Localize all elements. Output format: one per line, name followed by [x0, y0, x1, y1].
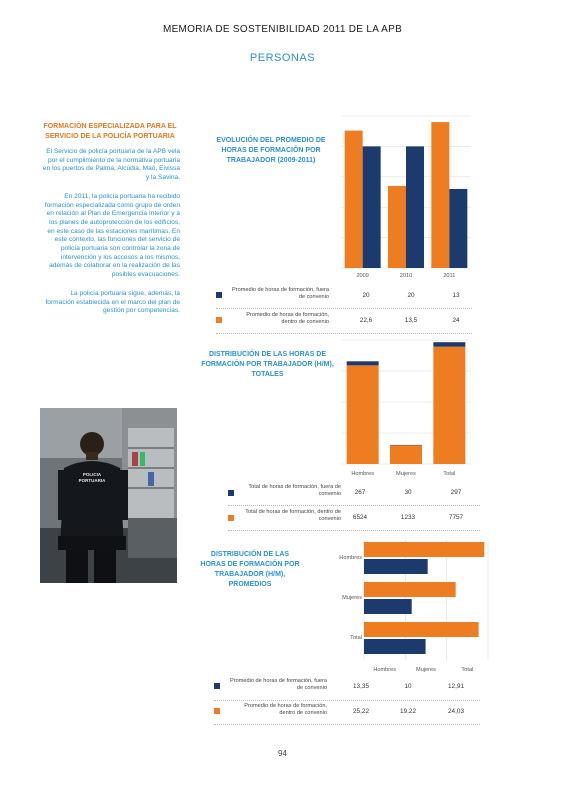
chart1-series2-label: Promedio de horas de formación, dentro de convenio [246, 312, 329, 325]
svg-text:POLICIA: POLICIA [82, 472, 102, 477]
chart2-bar [347, 365, 379, 464]
chart1-category-label: 2009 [356, 273, 369, 279]
chart2-title: DISTRIBUCIÓN DE LAS HORAS DE FORMACIÓN POR TRABAJADOR (H/M), TOTALES [201, 351, 334, 378]
police-officer-photo [40, 408, 177, 583]
chart3-value: 12,91 [448, 683, 464, 690]
chart1-bar [363, 146, 381, 268]
chart3-category-label: Total [350, 635, 362, 641]
legend-swatch-orange [228, 515, 234, 521]
chart2-category-label: Mujeres [396, 471, 416, 477]
chart2-value: 267 [354, 489, 366, 496]
chart1-category-label: 2011 [443, 273, 456, 279]
chart2-data-table [228, 481, 480, 531]
chart3-bar [364, 639, 426, 654]
chart1-value: 20 [362, 292, 370, 299]
left-heading: FORMACIÓN ESPECIALIZADA PARA EL SERVICIO DE LA POLICÍA PORTUARIA [43, 123, 177, 140]
chart3-value: 25,22 [353, 708, 369, 715]
chart2-row-fuera [228, 481, 480, 506]
chart2-series1-label: Total de horas de formación, fuera de convenio [248, 484, 341, 497]
chart3-value: 13,35 [353, 683, 369, 690]
chart1-value: 24 [452, 317, 460, 324]
chart1-title: EVOLUCIÓN DEL PROMEDIO DE HORAS DE FORMACIÓN POR TRABAJADOR (2009-2011) [216, 137, 326, 164]
chart2-value: 297 [450, 489, 462, 496]
chart1-bar [388, 186, 406, 268]
chart2-bar [433, 342, 465, 346]
paragraph-3: La policía portuaria sigue, además, la formación establecida en el marco del plan de gestión por competencias. [45, 289, 180, 315]
chart2-bar [433, 347, 465, 464]
chart2-row-dentro [228, 506, 480, 531]
chart3-column-label: Mujeres [416, 667, 436, 673]
page-number: 94 [278, 749, 287, 758]
chart2-value: 6524 [352, 514, 368, 521]
chart1-value: 20 [407, 292, 415, 299]
paragraph-2: En 2011, la policía portuaria ha recibido formación especializada como grupo de orden en relación al Plan de Emergencia Interior y a los planes de autoprotección de los edificios, en este caso de las estaciones marítimas. En este contexto, las funciones del servicio de policía portuaria son controlar la zona de intervención y los accesos a los mismos, además de colaborar en la realización de las posibles evacuaciones. [44, 192, 180, 279]
chart1-plot [335, 112, 475, 284]
document-title: MEMORIA DE SOSTENIBILIDAD 2011 DE LA APB [162, 24, 403, 35]
chart1-category-label: 2010 [399, 273, 413, 279]
chart1-bar [431, 122, 449, 268]
chart2-value: 30 [404, 489, 412, 496]
chart3-series1-label: Promedio de horas de formación, fuera de convenio [229, 678, 327, 691]
chart1-bar [345, 131, 363, 268]
chart3-category-label: Mujeres [342, 595, 362, 601]
legend-swatch-navy [214, 683, 220, 689]
chart3-data-table [214, 676, 480, 726]
chart1-series1-label: Promedio de horas de formación, fuera de convenio [231, 287, 329, 300]
legend-swatch-orange [216, 317, 222, 323]
chart3-value: 19,22 [400, 708, 416, 715]
chart2-bar [347, 361, 379, 365]
chart3-bar [364, 622, 479, 637]
chart3-bar [364, 559, 428, 574]
chart3-plot [320, 536, 490, 676]
chart2-value: 1233 [400, 514, 416, 521]
chart1-value: 13,5 [404, 317, 418, 324]
chart3-bar [364, 582, 456, 597]
chart2-series2-label: Total de horas de formación, dentro de convenio [245, 509, 341, 522]
chart3-value: 24,03 [448, 708, 464, 715]
chart3-bar [364, 542, 484, 557]
chart3-column-label: Hombres [373, 667, 397, 673]
legend-swatch-navy [216, 292, 222, 298]
chart1-bar [406, 146, 424, 268]
left-column [40, 122, 180, 316]
chart1-value: 22,6 [359, 317, 373, 324]
svg-text:PORTUARIA: PORTUARIA [78, 478, 106, 483]
chart3-row-fuera [214, 676, 480, 701]
chart2-bar [390, 445, 422, 464]
chart3-bar [364, 599, 412, 614]
chart2-category-label: Hombres [351, 471, 375, 477]
paragraph-1: El Servicio de policía portuaria de la APB vela por el cumplimiento de la normativa portuaria en los puertos de Palma, Alcúdia, Maó, Eivissa y la Savina. [42, 148, 180, 182]
chart1-row-fuera [216, 284, 472, 309]
chart2-plot [335, 336, 475, 481]
chart3-category-label: Hombres [339, 555, 362, 561]
legend-swatch-orange [214, 708, 220, 714]
chart3-row-dentro [214, 700, 480, 725]
chart3-column-label: Total [461, 667, 474, 673]
section-title: PERSONAS [249, 52, 316, 64]
chart1-row-dentro [216, 309, 472, 334]
chart1-bar [449, 189, 467, 268]
photo-illustration [40, 408, 177, 583]
chart3-title: DISTRIBUCIÓN DE LAS HORAS DE FORMACIÓN POR TRABAJADOR (H/M), PROMEDIOS [200, 551, 300, 588]
chart1-value: 13 [452, 292, 460, 299]
chart3-series2-label: Promedio de horas de formación, dentro de convenio [244, 703, 327, 716]
chart2-value: 7757 [448, 514, 464, 521]
chart1-data-table [216, 284, 472, 334]
chart3-value: 10 [404, 683, 412, 690]
chart2-category-label: Total [443, 471, 456, 477]
legend-swatch-navy [228, 490, 234, 496]
